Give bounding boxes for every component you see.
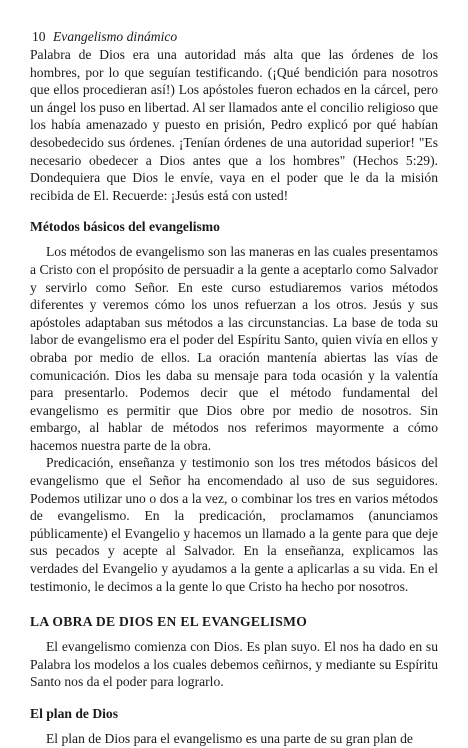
subheading-metodos: Métodos básicos del evangelismo	[30, 219, 220, 235]
paragraph-obra: El evangelismo comienza con Dios. Es plan suyo. El nos ha dado en su Palabra los modelos a los cuales debemos ceñirnos, y mediante su Espíritu Santo nos da el poder para lograrlo.	[30, 639, 438, 690]
paragraph-metodos: Los métodos de evangelismo son las maneras en las cuales presentamos a Cristo con el propósito de persuadir a la gente a aceptarlo como Salvador y servirlo como Señor. En este curso estudiaremos varios métodos diferentes y veremos cómo los unos refuerzan a los otros. Jesús y sus apóstoles adaptaban sus métodos a las circunstancias. La base de toda su labor de evangelismo era el poder del Espíritu Santo, quien vivía en ellos y obraba por medio de ellos. La oración mantenía abiertas las vías de comunicación. Dios les daba su mensaje para toda ocasión y la valentía para presentarlo. Podemos decir que el método fundamental del evangelismo es permitir que Dios obre por medio de nosotros. Sin embargo, al hablar de métodos nos referimos mayormente a cómo hacemos nuestra parte de la obra.	[30, 244, 438, 453]
running-title: Evangelismo dinámico	[53, 29, 178, 44]
paragraph-predicacion: Predicación, enseñanza y testimonio son los tres métodos básicos del evangelismo que el Señor ha encomendado al uso de sus seguidores. Podemos utilizar uno o dos a la vez, o combinar los tres en varios métodos de evangelismo. En la predicación, proclamamos (anunciamos públicamente) el Evangelio y hacemos un llamado a la gente para que deje sus pecados y acepte al Salvador. En la enseñanza, explicamos las verdades del Evangelio y ayudamos a la gente a aplicarlas a su vida. En el testimonio, le decimos a la gente lo que Cristo ha hecho por nosotros.	[30, 455, 438, 594]
paragraph-plan: El plan de Dios para el evangelismo es una parte de su gran plan de	[46, 731, 413, 746]
paragraph-continuation: Palabra de Dios era una autoridad más alta que las órdenes de los hombres, por lo que seguían testificando. (¡Qué bendición para nosotros que ellos procedieran así!) Los apóstoles fueron echados en la cárcel, pero un ángel los puso en libertad. Al ser llamados ante el concilio religioso que los había amenazado y puesto en prisión, Pedro explicó por qué habían desobedecido sus órdenes. ¡Tenían órdenes de una autoridad superior! "Es necesario obedecer a Dios antes que a los hombres" (Hechos 5:29). Dondequiera que Dios le envíe, vaya en el poder que le da la misión recibida de El. Recuerde: ¡Jesús está con usted!	[30, 47, 438, 203]
running-header	[32, 28, 438, 45]
section-heading-obra: LA OBRA DE DIOS EN EL EVANGELISMO	[30, 614, 308, 630]
page-number: 10	[32, 29, 46, 44]
subheading-plan: El plan de Dios	[30, 706, 119, 721]
